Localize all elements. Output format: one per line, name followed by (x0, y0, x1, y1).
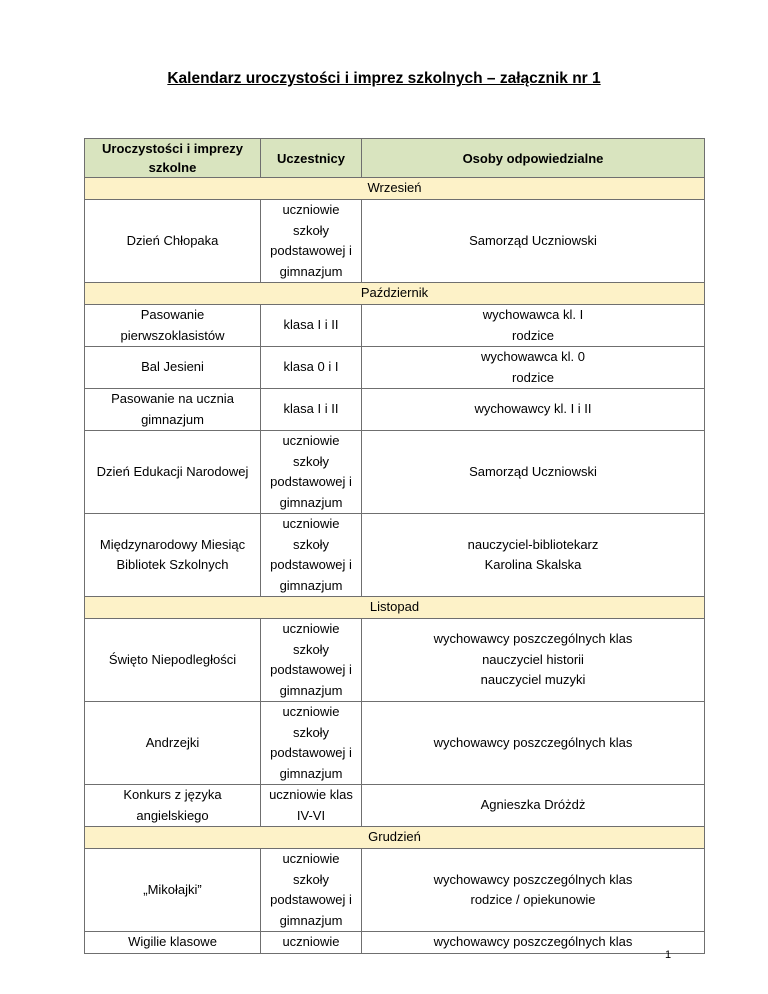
table-row (85, 389, 705, 431)
participants-cell: klasa I i II (261, 389, 362, 431)
participants-cell: uczniowie szkoły podstawowej i gimnazjum (261, 200, 362, 283)
month-label: Grudzień (85, 827, 705, 849)
responsible-cell: Agnieszka Dróżdż (362, 785, 705, 827)
participants-cell: uczniowie klas IV-VI (261, 785, 362, 827)
month-row-grudzien (85, 827, 705, 849)
table-row (85, 431, 705, 514)
responsible-cell: wychowawcy poszczególnych klas (362, 932, 705, 954)
responsible-cell: Samorząd Uczniowski (362, 200, 705, 283)
table-row (85, 200, 705, 283)
participants-cell: uczniowie szkoły podstawowej i gimnazjum (261, 619, 362, 702)
participants-cell: uczniowie szkoły podstawowej i gimnazjum (261, 431, 362, 514)
responsible-cell: wychowawca kl. 0 rodzice (362, 347, 705, 389)
event-cell: Andrzejki (85, 702, 261, 785)
participants-cell: uczniowie (261, 932, 362, 954)
table-row (85, 932, 705, 954)
events-calendar-table (84, 138, 705, 954)
page-number: 1 (665, 949, 672, 961)
responsible-cell: nauczyciel-bibliotekarz Karolina Skalska (362, 514, 705, 597)
responsible-cell: wychowawca kl. I rodzice (362, 305, 705, 347)
event-cell: Wigilie klasowe (85, 932, 261, 954)
table-header-row (85, 139, 705, 178)
event-cell: Konkurs z języka angielskiego (85, 785, 261, 827)
header-participants: Uczestnicy (261, 139, 362, 178)
participants-cell: uczniowie szkoły podstawowej i gimnazjum (261, 849, 362, 932)
month-row-wrzesien (85, 178, 705, 200)
table-row (85, 785, 705, 827)
responsible-cell: wychowawcy poszczególnych klas rodzice / opiekunowie (362, 849, 705, 932)
table-row (85, 514, 705, 597)
month-row-pazdziernik (85, 283, 705, 305)
responsible-cell: wychowawcy kl. I i II (362, 389, 705, 431)
participants-cell: uczniowie szkoły podstawowej i gimnazjum (261, 702, 362, 785)
event-cell: „Mikołajki” (85, 849, 261, 932)
participants-cell: uczniowie szkoły podstawowej i gimnazjum (261, 514, 362, 597)
event-cell: Pasowanie na ucznia gimnazjum (85, 389, 261, 431)
table-row (85, 849, 705, 932)
event-cell: Dzień Edukacji Narodowej (85, 431, 261, 514)
header-responsible: Osoby odpowiedzialne (362, 139, 705, 178)
participants-cell: klasa I i II (261, 305, 362, 347)
event-cell: Bal Jesieni (85, 347, 261, 389)
document-title: Kalendarz uroczystości i imprez szkolnych – załącznik nr 1 (167, 70, 601, 87)
event-cell: Święto Niepodległości (85, 619, 261, 702)
table-row (85, 347, 705, 389)
table-row (85, 619, 705, 702)
responsible-cell: Samorząd Uczniowski (362, 431, 705, 514)
month-label: Listopad (85, 597, 705, 619)
month-label: Wrzesień (85, 178, 705, 200)
event-cell: Dzień Chłopaka (85, 200, 261, 283)
month-row-listopad (85, 597, 705, 619)
event-cell: Pasowanie pierwszoklasistów (85, 305, 261, 347)
participants-cell: klasa 0 i I (261, 347, 362, 389)
table-row (85, 305, 705, 347)
header-events: Uroczystości i imprezy szkolne (85, 139, 261, 178)
event-cell: Międzynarodowy Miesiąc Bibliotek Szkolnych (85, 514, 261, 597)
responsible-cell: wychowawcy poszczególnych klas nauczyciel historii nauczyciel muzyki (362, 619, 705, 702)
table-row (85, 702, 705, 785)
responsible-cell: wychowawcy poszczególnych klas (362, 702, 705, 785)
month-label: Październik (85, 283, 705, 305)
